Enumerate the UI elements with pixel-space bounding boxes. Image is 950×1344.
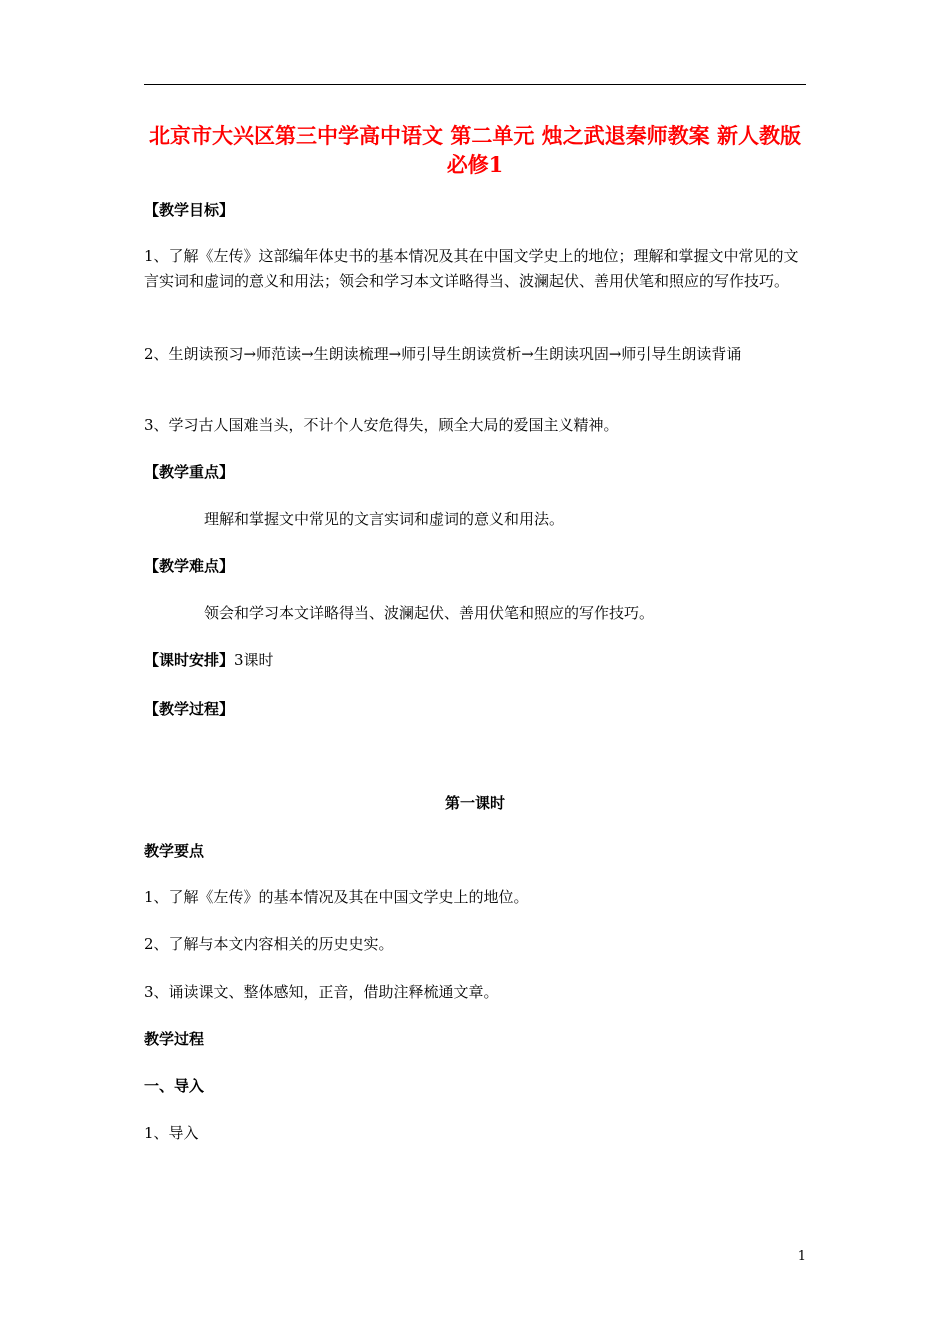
intro-item: 1、导入 (144, 1124, 199, 1142)
key-points-text: 理解和掌握文中常见的文言实词和虚词的意义和用法。 (204, 510, 565, 528)
difficulties-text: 领会和学习本文详略得当、波澜起伏、善用伏笔和照应的写作技巧。 (204, 604, 655, 622)
objectives-heading: 【教学目标】 (144, 201, 235, 219)
lesson-point-1: 1、了解《左传》的基本情况及其在中国文学史上的地位。 (144, 888, 529, 906)
lesson-points-heading: 教学要点 (144, 842, 205, 860)
objective-item-3: 3、学习古人国难当头，不计个人安危得失，顾全大局的爱国主义精神。 (144, 416, 619, 434)
lesson-process-heading: 教学过程 (144, 1030, 205, 1048)
objective-item-2: 2、生朗读预习→师范读→生朗读梳理→师引导生朗读赏析→生朗读巩固→师引导生朗读背诵 (144, 345, 742, 363)
lesson-point-3: 3、诵读课文、整体感知，正音，借助注释梳通文章。 (144, 983, 499, 1001)
schedule-line (144, 648, 806, 673)
header-rule (144, 84, 806, 85)
schedule-heading: 【课时安排】 (144, 651, 235, 669)
document-title: 北京市大兴区第三中学高中语文 第二单元 烛之武退秦师教案 新人教版必修1 (149, 123, 801, 177)
key-points-heading: 【教学重点】 (144, 463, 235, 481)
difficulties-heading: 【教学难点】 (144, 557, 235, 575)
intro-section-heading: 一、导入 (144, 1077, 205, 1095)
schedule-text: 3课时 (234, 651, 274, 669)
process-heading: 【教学过程】 (144, 700, 235, 718)
lesson-one-title: 第一课时 (444, 794, 505, 812)
objective-item-1: 1、了解《左传》这部编年体史书的基本情况及其在中国文学史上的地位；理解和掌握文中常见的文言实词和虚词的意义和用法；领会和学习本文详略得当、波澜起伏、善用伏笔和照应的写作技巧。 (144, 247, 799, 290)
page-number: 1 (797, 1249, 806, 1264)
lesson-point-2: 2、了解与本文内容相关的历史史实。 (144, 935, 394, 953)
